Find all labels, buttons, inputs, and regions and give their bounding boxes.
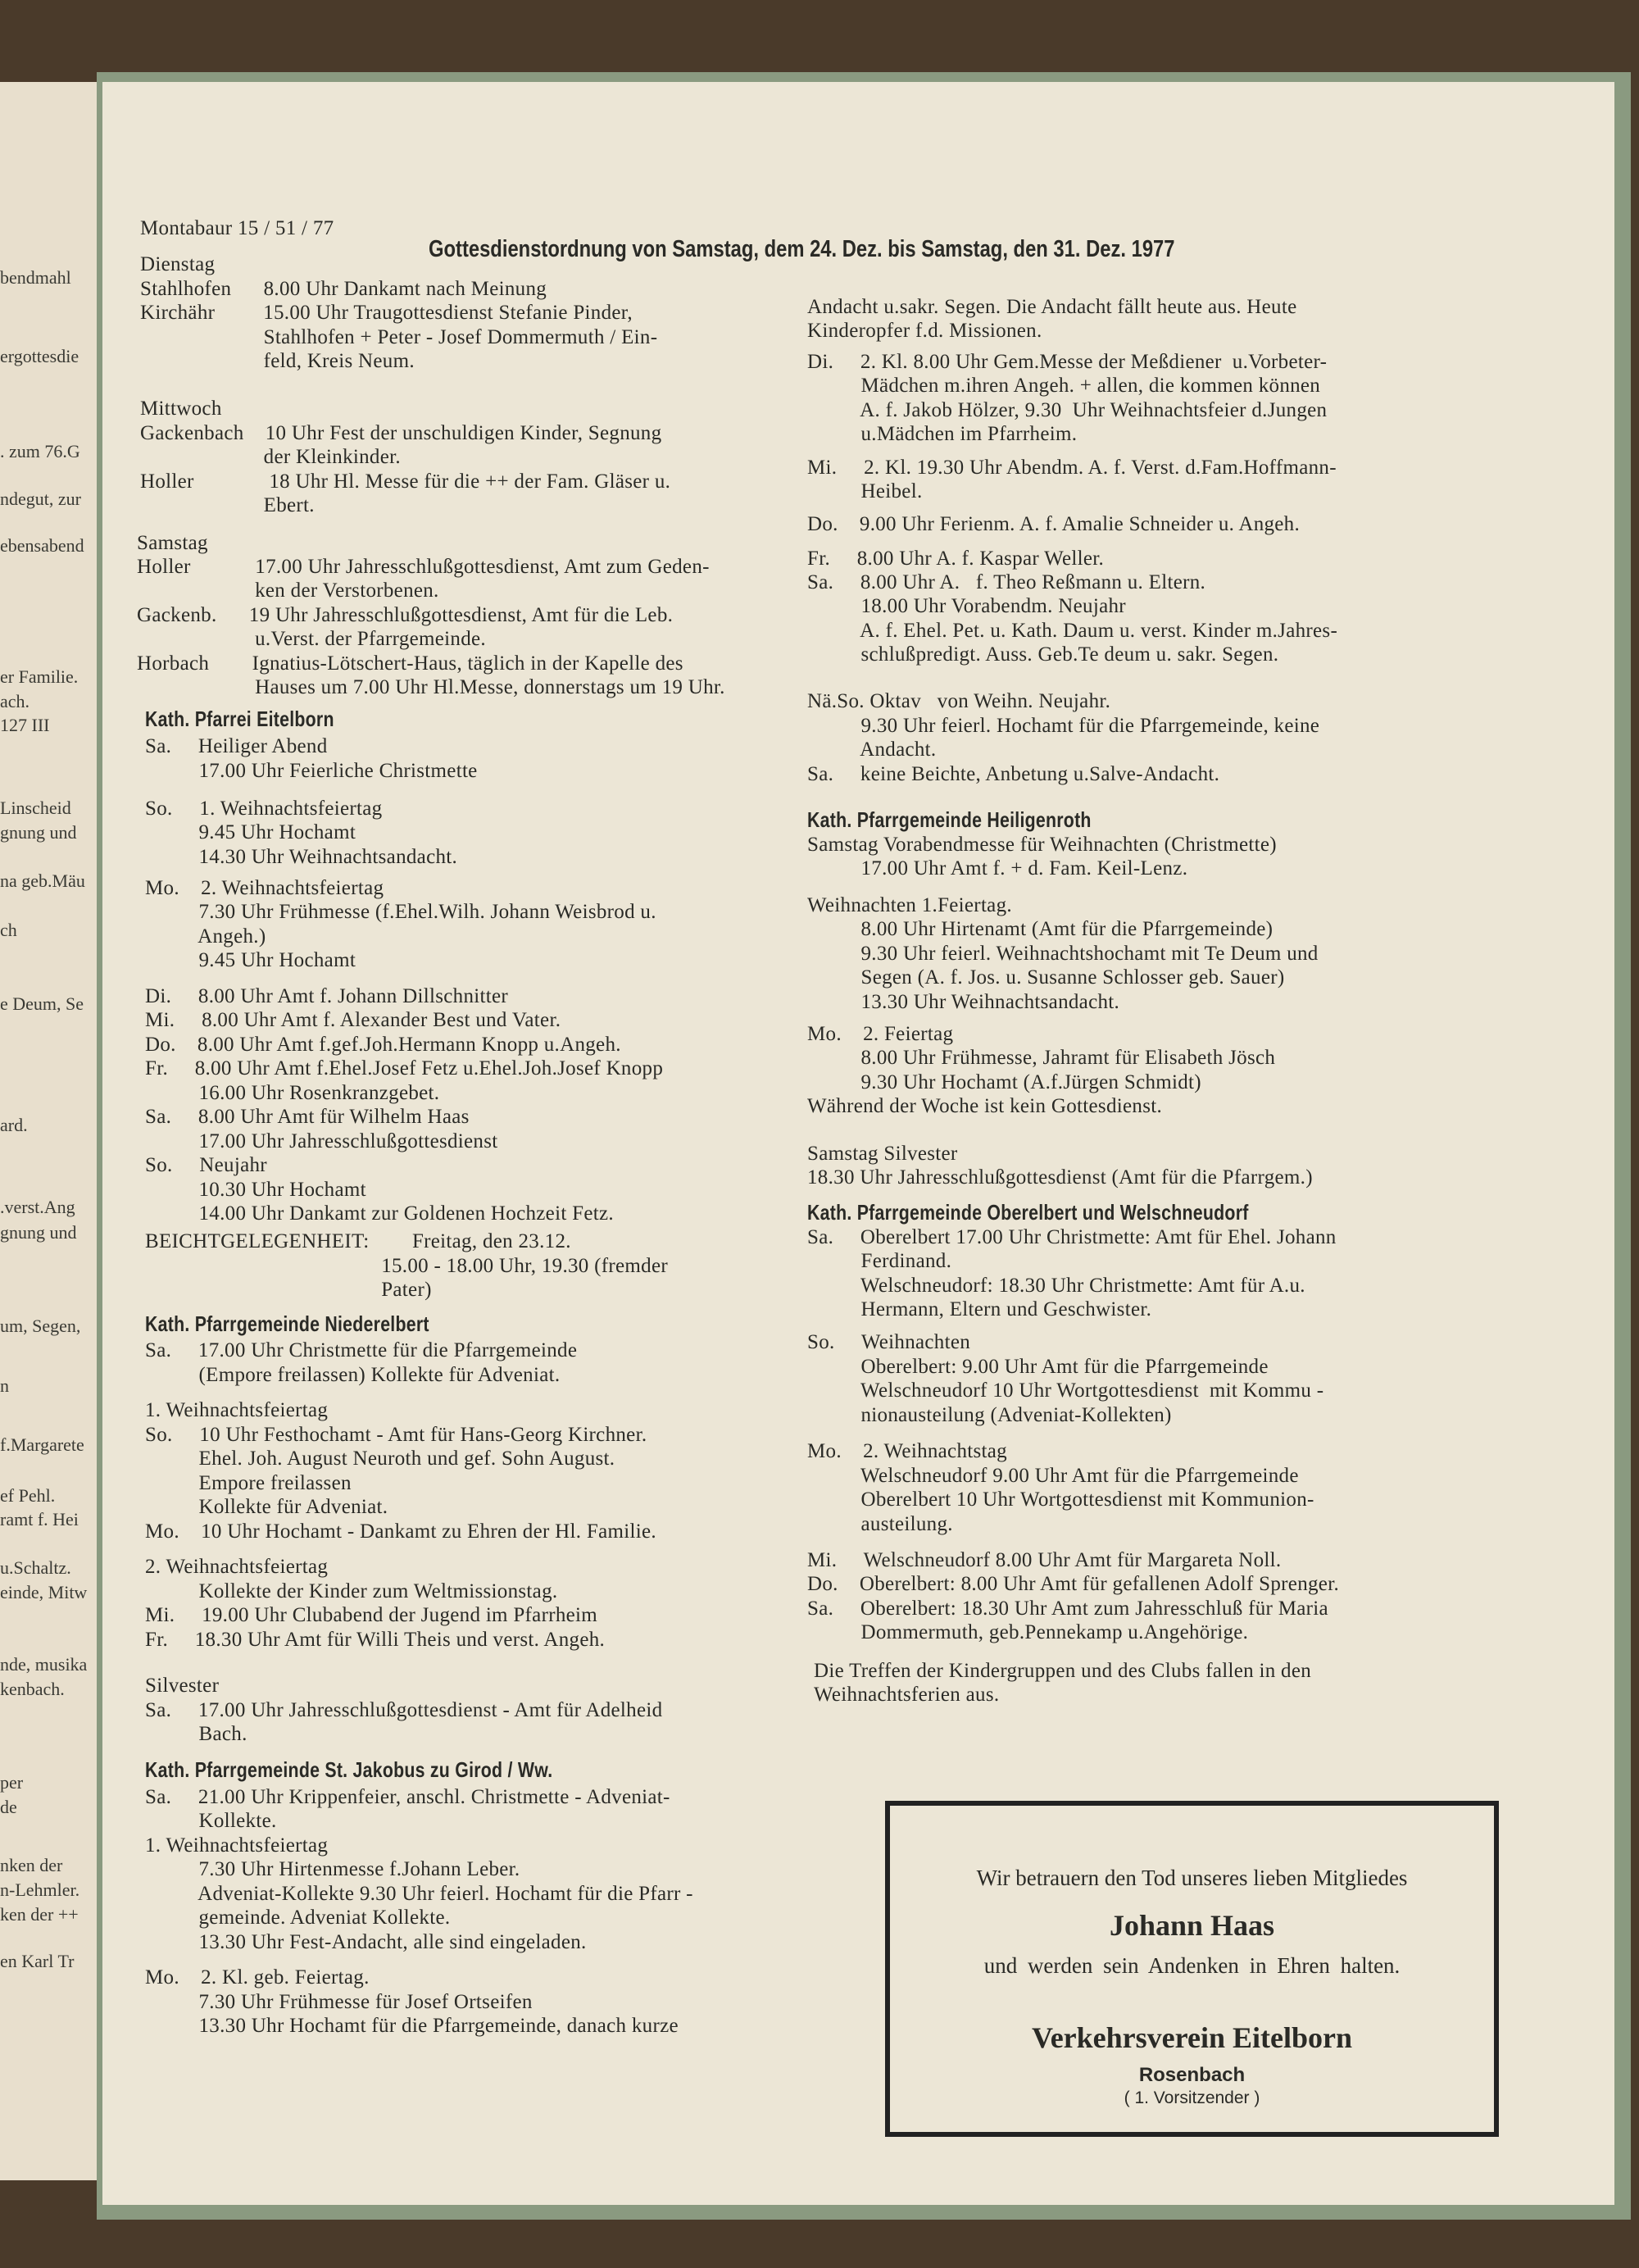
text-line: Mi. Welschneudorf 8.00 Uhr Amt für Margareta Noll. bbox=[807, 1549, 1282, 1571]
association-name: Verkehrsverein Eitelborn bbox=[1032, 2021, 1352, 2054]
page-title: Gottesdienstordnung von Samstag, dem 24. Dez. bis Samstag, den 31. Dez. 1977 bbox=[429, 236, 1175, 262]
text-line: Andacht u.sakr. Segen. Die Andacht fällt heute aus. Heute bbox=[807, 296, 1297, 318]
text-line: Mädchen m.ihren Angeh. + allen, die kommen können bbox=[807, 375, 1321, 397]
text-line: 17.00 Uhr Jahresschlußgottesdienst bbox=[145, 1130, 498, 1152]
left-page-line: bendmahl bbox=[0, 267, 71, 288]
left-page-line: ard. bbox=[0, 1115, 28, 1135]
text-line: Fr. 8.00 Uhr A. f. Kaspar Weller. bbox=[807, 548, 1105, 570]
left-page-line: einde, Mitw bbox=[0, 1582, 88, 1602]
text-line: Kinderopfer f.d. Missionen. bbox=[807, 320, 1042, 342]
text-line: Dommermuth, geb.Pennekamp u.Angehörige. bbox=[807, 1621, 1249, 1643]
text-line: nionausteilung (Adveniat-Kollekten) bbox=[807, 1404, 1172, 1426]
text-line: Kollekte für Adveniat. bbox=[145, 1496, 388, 1518]
left-page-line: na geb.Mäu bbox=[0, 870, 85, 891]
text-line: Mo. 2. Weihnachtsfeiertag bbox=[145, 877, 384, 899]
text-line: Oberelbert 10 Uhr Wortgottesdienst mit Kommunion- bbox=[807, 1489, 1314, 1511]
left-page-line: Linscheid bbox=[0, 798, 71, 818]
left-page-line: ken der ++ bbox=[0, 1904, 79, 1925]
left-page-line: per bbox=[0, 1772, 24, 1793]
text-line: 18.00 Uhr Vorabendm. Neujahr bbox=[807, 595, 1126, 617]
text-line: Mo. 10 Uhr Hochamt - Dankamt zu Ehren der Hl. Familie. bbox=[145, 1520, 656, 1543]
left-page-edge bbox=[0, 82, 103, 2180]
text-line: 1. Weihnachtsfeiertag bbox=[145, 1834, 329, 1857]
text-line: Samstag bbox=[137, 532, 208, 554]
text-line: u.Verst. der Pfarrgemeinde. bbox=[137, 628, 486, 650]
left-page-line: de bbox=[0, 1797, 17, 1817]
text-line: Samstag Silvester bbox=[807, 1143, 958, 1165]
left-page-line: 127 III bbox=[0, 715, 50, 735]
text-line: Kollekte. bbox=[145, 1810, 277, 1832]
text-line: Weihnachtsferien aus. bbox=[814, 1684, 1000, 1706]
text-line: So. 10 Uhr Festhochamt - Amt für Hans-Georg Kirchner. bbox=[145, 1424, 647, 1446]
section-heading: Kath. Pfarrgemeinde St. Jakobus zu Girod / Ww. bbox=[145, 1757, 553, 1782]
text-line: Welschneudorf: 18.30 Uhr Christmette: Amt für A.u. bbox=[807, 1275, 1305, 1297]
text-line: feld, Kreis Neum. bbox=[140, 350, 415, 372]
left-page-line: um, Segen, bbox=[0, 1316, 81, 1336]
text-line: 7.30 Uhr Hirtenmesse f.Johann Leber. bbox=[145, 1858, 520, 1880]
text-line: 14.00 Uhr Dankamt zur Goldenen Hochzeit Fetz. bbox=[145, 1202, 614, 1225]
text-line: So. Neujahr bbox=[145, 1154, 267, 1176]
text-line: Do. 8.00 Uhr Amt f.gef.Joh.Hermann Knopp u.Angeh. bbox=[145, 1034, 621, 1056]
bulletin-sheet bbox=[102, 82, 1614, 2205]
text-line: Heibel. bbox=[807, 480, 923, 502]
text-line: 9.30 Uhr Hochamt (A.f.Jürgen Schmidt) bbox=[807, 1071, 1201, 1093]
text-line: Hermann, Eltern und Geschwister. bbox=[807, 1298, 1152, 1320]
text-line: Hauses um 7.00 Uhr Hl.Messe, donnerstags um 19 Uhr. bbox=[137, 676, 725, 698]
text-line: 9.45 Uhr Hochamt bbox=[145, 949, 356, 971]
text-line: Di. 8.00 Uhr Amt f. Johann Dillschnitter bbox=[145, 985, 509, 1007]
text-line: Ferdinand. bbox=[807, 1250, 952, 1272]
text-line: Stahlhofen + Peter - Josef Dommermuth / Ein- bbox=[140, 326, 658, 348]
text-line: Fr. 18.30 Uhr Amt für Willi Theis und verst. Angeh. bbox=[145, 1629, 606, 1651]
reference-number: Montabaur 15 / 51 / 77 bbox=[140, 217, 334, 239]
text-line: Sa. Heiliger Abend bbox=[145, 735, 328, 757]
text-line: Nä.So. Oktav von Weihn. Neujahr. bbox=[807, 690, 1111, 712]
text-line: Ehel. Joh. August Neuroth und gef. Sohn August. bbox=[145, 1448, 615, 1470]
left-page-line: ergottesdie bbox=[0, 346, 79, 366]
text-line: Andacht. bbox=[807, 739, 937, 761]
text-line: 1. Weihnachtsfeiertag bbox=[145, 1399, 329, 1421]
text-line: Welschneudorf 9.00 Uhr Amt für die Pfarrgemeinde bbox=[807, 1465, 1299, 1487]
text-line: Kirchähr 15.00 Uhr Traugottesdienst Stefanie Pinder, bbox=[140, 302, 633, 324]
text-line: Sa. 17.00 Uhr Jahresschlußgottesdienst - Amt für Adelheid bbox=[145, 1699, 663, 1721]
deceased-name: Johann Haas bbox=[1109, 1909, 1275, 1942]
text-line: Welschneudorf 10 Uhr Wortgottesdienst mit Kommu - bbox=[807, 1379, 1324, 1402]
section-heading: Kath. Pfarrei Eitelborn bbox=[145, 707, 334, 731]
text-line: Sa. 17.00 Uhr Christmette für die Pfarrgemeinde bbox=[145, 1339, 578, 1361]
text-line: Segen (A. f. Jos. u. Susanne Schlosser geb. Sauer) bbox=[807, 966, 1285, 989]
text-line: (Empore freilassen) Kollekte für Adveniat. bbox=[145, 1364, 561, 1386]
text-line: Adveniat-Kollekte 9.30 Uhr feierl. Hochamt für die Pfarr - bbox=[145, 1883, 693, 1905]
text-line: Mi. 19.00 Uhr Clubabend der Jugend im Pfarrheim bbox=[145, 1604, 598, 1626]
left-page-line: ramt f. Hei bbox=[0, 1509, 79, 1529]
left-page-line: nken der bbox=[0, 1855, 63, 1875]
text-line: 13.30 Uhr Fest-Andacht, alle sind eingeladen. bbox=[145, 1931, 587, 1953]
left-page-line: n-Lehmler. bbox=[0, 1879, 80, 1900]
text-line: gemeinde. Adveniat Kollekte. bbox=[145, 1907, 451, 1929]
text-line: Sa. keine Beichte, Anbetung u.Salve-Andacht. bbox=[807, 763, 1220, 785]
text-line: 18.30 Uhr Jahresschlußgottesdienst (Amt für die Pfarrgem.) bbox=[807, 1166, 1313, 1189]
text-line: Silvester bbox=[145, 1675, 220, 1697]
text-line: A. f. Jakob Hölzer, 9.30 Uhr Weihnachtsfeier d.Jungen bbox=[807, 399, 1328, 421]
text-line: Sa. Oberelbert 17.00 Uhr Christmette: Amt für Ehel. Johann bbox=[807, 1226, 1337, 1248]
text-line: Fr. 8.00 Uhr Amt f.Ehel.Josef Fetz u.Ehel.Joh.Josef Knopp bbox=[145, 1057, 664, 1079]
text-line: 17.00 Uhr Feierliche Christmette bbox=[145, 760, 478, 782]
text-line: 2. Weihnachtsfeiertag bbox=[145, 1556, 329, 1578]
obituary-notice bbox=[885, 1801, 1499, 2137]
left-page-line: nde, musika bbox=[0, 1654, 88, 1675]
text-line: 8.00 Uhr Hirtenamt (Amt für die Pfarrgemeinde) bbox=[807, 918, 1274, 940]
text-line: BEICHTGELEGENHEIT: Freitag, den 23.12. bbox=[145, 1230, 571, 1252]
text-line: Mo. 2. Feiertag bbox=[807, 1023, 954, 1045]
left-page-line: gnung und bbox=[0, 822, 77, 843]
text-line: Sa. 8.00 Uhr A. f. Theo Reßmann u. Eltern. bbox=[807, 571, 1206, 593]
left-page-line: ach. bbox=[0, 691, 30, 711]
text-line: 13.30 Uhr Hochamt für die Pfarrgemeinde, danach kurze bbox=[145, 2015, 679, 2037]
left-page-line: kenbach. bbox=[0, 1679, 65, 1699]
text-line: Die Treffen der Kindergruppen und des Clubs fallen in den bbox=[814, 1660, 1312, 1682]
left-page-line: u.Schaltz. bbox=[0, 1557, 71, 1578]
text-line: 8.00 Uhr Frühmesse, Jahramt für Elisabeth Jösch bbox=[807, 1047, 1276, 1069]
text-line: Während der Woche ist kein Gottesdienst. bbox=[807, 1095, 1163, 1117]
section-heading: Kath. Pfarrgemeinde Heiligenroth bbox=[807, 807, 1092, 832]
left-page-line: f.Margarete bbox=[0, 1434, 84, 1455]
text-line: 7.30 Uhr Frühmesse (f.Ehel.Wilh. Johann Weisbrod u. bbox=[145, 901, 656, 923]
text-line: Do. 9.00 Uhr Ferienm. A. f. Amalie Schneider u. Angeh. bbox=[807, 513, 1301, 535]
text-line: austeilung. bbox=[807, 1513, 953, 1535]
text-line: Empore freilassen bbox=[145, 1472, 352, 1494]
section-heading: Kath. Pfarrgemeinde Niederelbert bbox=[145, 1311, 429, 1336]
text-line: Holler 17.00 Uhr Jahresschlußgottesdienst, Amt zum Geden- bbox=[137, 556, 710, 578]
text-line: A. f. Ehel. Pet. u. Kath. Daum u. verst. Kinder m.Jahres- bbox=[807, 620, 1338, 642]
left-page-line: ndegut, zur bbox=[0, 489, 81, 509]
left-page-line: .verst.Ang bbox=[0, 1197, 75, 1217]
text-line: 14.30 Uhr Weihnachtsandacht. bbox=[145, 846, 458, 868]
text-line: Oberelbert: 9.00 Uhr Amt für die Pfarrgemeinde bbox=[807, 1356, 1269, 1378]
text-line: 7.30 Uhr Frühmesse für Josef Ortseifen bbox=[145, 1991, 533, 2013]
left-page-line: e Deum, Se bbox=[0, 993, 84, 1014]
text-line: Stahlhofen 8.00 Uhr Dankamt nach Meinung bbox=[140, 278, 547, 300]
text-line: Samstag Vorabendmesse für Weihnachten (Christmette) bbox=[807, 834, 1277, 856]
text-line: Bach. bbox=[145, 1723, 247, 1745]
text-line: Kollekte der Kinder zum Weltmissionstag. bbox=[145, 1580, 558, 1602]
text-line: Pater) bbox=[145, 1279, 432, 1301]
signer-role: ( 1. Vorsitzender ) bbox=[1124, 2088, 1260, 2107]
text-line: Sa. Oberelbert: 18.30 Uhr Amt zum Jahresschluß für Maria bbox=[807, 1598, 1328, 1620]
text-line: Sa. 8.00 Uhr Amt für Wilhelm Haas bbox=[145, 1106, 470, 1128]
text-line: Holler 18 Uhr Hl. Messe für die ++ der Fam. Gläser u. bbox=[140, 470, 671, 493]
text-line: Weihnachten 1.Feiertag. bbox=[807, 894, 1012, 916]
text-line: 13.30 Uhr Weihnachtsandacht. bbox=[807, 991, 1120, 1013]
text-line: der Kleinkinder. bbox=[140, 446, 401, 468]
left-page-line: en Karl Tr bbox=[0, 1951, 75, 1971]
left-page-line: er Familie. bbox=[0, 666, 79, 687]
left-page-line: gnung und bbox=[0, 1222, 77, 1243]
text-line: Mo. 2. Kl. geb. Feiertag. bbox=[145, 1966, 370, 1988]
left-page-line: ebensabend bbox=[0, 535, 84, 556]
text-line: Sa. 21.00 Uhr Krippenfeier, anschl. Christmette - Adveniat- bbox=[145, 1786, 670, 1808]
text-line: Do. Oberelbert: 8.00 Uhr Amt für gefallenen Adolf Sprenger. bbox=[807, 1573, 1339, 1595]
text-line: u.Mädchen im Pfarrheim. bbox=[807, 423, 1078, 445]
text-line: Gackenb. 19 Uhr Jahresschlußgottesdienst, Amt für die Leb. bbox=[137, 604, 674, 626]
text-line: Mi. 2. Kl. 19.30 Uhr Abendm. A. f. Verst. d.Fam.Hoffmann- bbox=[807, 457, 1337, 479]
text-line: Dienstag bbox=[140, 253, 216, 275]
text-line: So. Weihnachten bbox=[807, 1331, 971, 1353]
text-line: ken der Verstorbenen. bbox=[137, 579, 439, 602]
text-line: 9.45 Uhr Hochamt bbox=[145, 821, 356, 843]
text-line: Angeh.) bbox=[145, 925, 266, 948]
section-heading: Kath. Pfarrgemeinde Oberelbert und Welschneudorf bbox=[807, 1200, 1249, 1225]
notice-line-1: Wir betrauern den Tod unseres lieben Mitgliedes bbox=[976, 1866, 1408, 1890]
text-line: 16.00 Uhr Rosenkranzgebet. bbox=[145, 1082, 440, 1104]
text-line: Gackenbach 10 Uhr Fest der unschuldigen Kinder, Segnung bbox=[140, 422, 662, 444]
text-line: Mo. 2. Weihnachtstag bbox=[807, 1440, 1007, 1462]
text-line: Di. 2. Kl. 8.00 Uhr Gem.Messe der Meßdiener u.Vorbeter- bbox=[807, 351, 1328, 373]
text-line: 10.30 Uhr Hochamt bbox=[145, 1179, 366, 1201]
text-line: Mi. 8.00 Uhr Amt f. Alexander Best und Vater. bbox=[145, 1009, 561, 1031]
text-line: 17.00 Uhr Amt f. + d. Fam. Keil-Lenz. bbox=[807, 857, 1188, 879]
text-line: So. 1. Weihnachtsfeiertag bbox=[145, 798, 383, 820]
text-line: Ebert. bbox=[140, 494, 315, 516]
text-line: 15.00 - 18.00 Uhr, 19.30 (fremder bbox=[145, 1255, 668, 1277]
left-page-line: n bbox=[0, 1375, 9, 1396]
left-page-line: ch bbox=[0, 920, 17, 940]
notice-line-2: und werden sein Andenken in Ehren halten. bbox=[983, 1953, 1401, 1978]
text-line: 9.30 Uhr feierl. Weihnachtshochamt mit Te Deum und bbox=[807, 943, 1319, 965]
text-line: Mittwoch bbox=[140, 398, 222, 420]
text-line: schlußpredigt. Auss. Geb.Te deum u. sakr. Segen. bbox=[807, 643, 1279, 666]
text-line: 9.30 Uhr feierl. Hochamt für die Pfarrgemeinde, keine bbox=[807, 715, 1320, 737]
left-page-line: . zum 76.G bbox=[0, 441, 80, 461]
left-page-line: ef Pehl. bbox=[0, 1485, 56, 1506]
text-line: Horbach Ignatius-Lötschert-Haus, täglich in der Kapelle des bbox=[137, 652, 683, 675]
signer-name: Rosenbach bbox=[1138, 2064, 1246, 2086]
